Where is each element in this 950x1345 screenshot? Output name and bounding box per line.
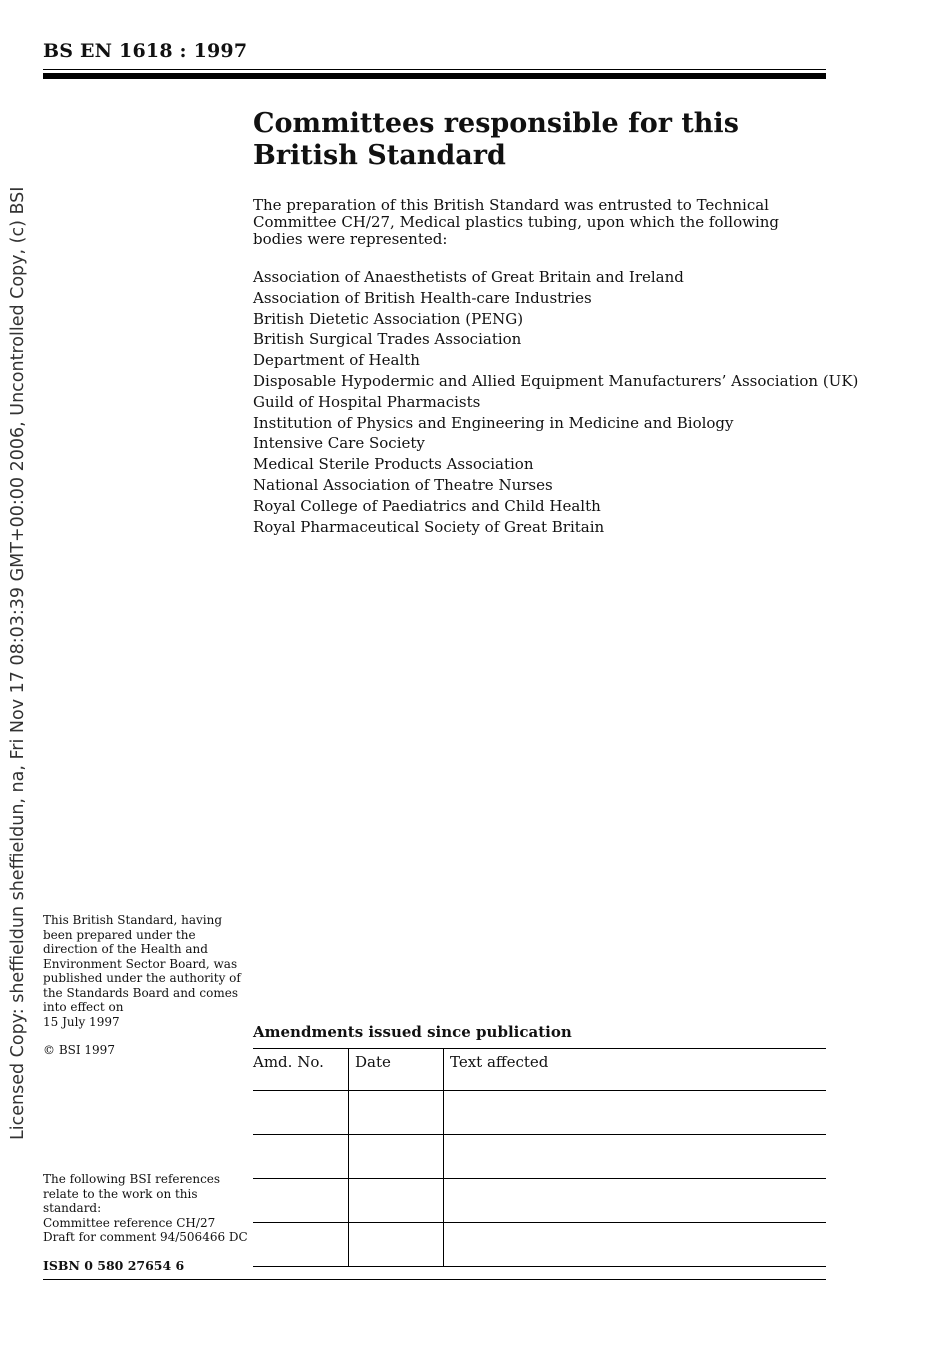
amendments-table [253,1048,826,1267]
bsi-references [43,1172,248,1245]
list-item: Department of Health [253,351,420,370]
draft-reference: Draft for comment 94/506466 DC [43,1230,248,1244]
table-cell [349,1135,444,1179]
table-cell [444,1179,827,1223]
table-cell [349,1223,444,1267]
table-cell [253,1135,349,1179]
table-cell [444,1223,827,1267]
list-item: Royal College of Paediatrics and Child Health [253,496,601,515]
intro-paragraph: The preparation of this British Standard was entrusted to Technical Committee CH/27, Medical plastics tubing, upon which the following bodies were represented: [253,196,780,248]
list-item: National Association of Theatre Nurses [253,475,553,494]
header-rule-thick [43,73,826,79]
license-watermark: Licensed Copy: sheffieldun sheffieldun, na, Fri Nov 17 08:03:39 GMT+00:00 2006, Uncontrolled Copy, (c) BSI [8,186,28,1140]
references-intro: The following BSI references relate to the work on this standard: [43,1172,221,1215]
table-cell [444,1135,827,1179]
table-cell [253,1091,349,1135]
list-item: Medical Sterile Products Association [253,455,534,474]
column-header-amd-no: Amd. No. [253,1049,349,1091]
column-header-date: Date [349,1049,444,1091]
table-cell [253,1223,349,1267]
list-item: Institution of Physics and Engineering in Medicine and Biology [253,413,734,432]
table-row [253,1135,826,1179]
isbn: ISBN 0 580 27654 6 [43,1258,185,1273]
table-header-row [253,1049,826,1091]
table-row [253,1179,826,1223]
list-item: Royal Pharmaceutical Society of Great Britain [253,517,605,536]
header-rule-thin [43,69,826,70]
title-line-2: British Standard [253,140,506,171]
list-item: Association of British Health-care Industries [253,288,592,307]
column-header-text-affected: Text affected [444,1049,827,1091]
table-cell [253,1179,349,1223]
represented-bodies-list [253,267,858,537]
effective-date: 15 July 1997 [43,1014,120,1029]
document-code: BS EN 1618 : 1997 [43,40,248,62]
publication-note [43,913,243,1029]
list-item: Association of Anaesthetists of Great Britain and Ireland [253,268,684,286]
table-row [253,1091,826,1135]
publication-note-text: This British Standard, having been prepared under the direction of the Health and Environment Sector Board, was published under the authority of the Standards Board and comes into effect on [43,913,241,1014]
table-cell [444,1091,827,1135]
list-item: British Dietetic Association (PENG) [253,309,524,328]
list-item: Guild of Hospital Pharmacists [253,392,481,411]
committee-reference: Committee reference CH/27 [43,1215,216,1230]
list-item: British Surgical Trades Association [253,330,522,349]
amendments-title: Amendments issued since publication [253,1023,572,1041]
title-line-1: Committees responsible for this [253,108,739,139]
table-cell [349,1091,444,1135]
list-item: Intensive Care Society [253,434,425,453]
footer-rule [43,1279,826,1280]
copyright-notice: © BSI 1997 [43,1043,115,1057]
list-item: Disposable Hypodermic and Allied Equipment Manufacturers’ Association (UK) [253,371,859,390]
table-cell [349,1179,444,1223]
page-title [253,108,813,172]
table-row [253,1223,826,1267]
